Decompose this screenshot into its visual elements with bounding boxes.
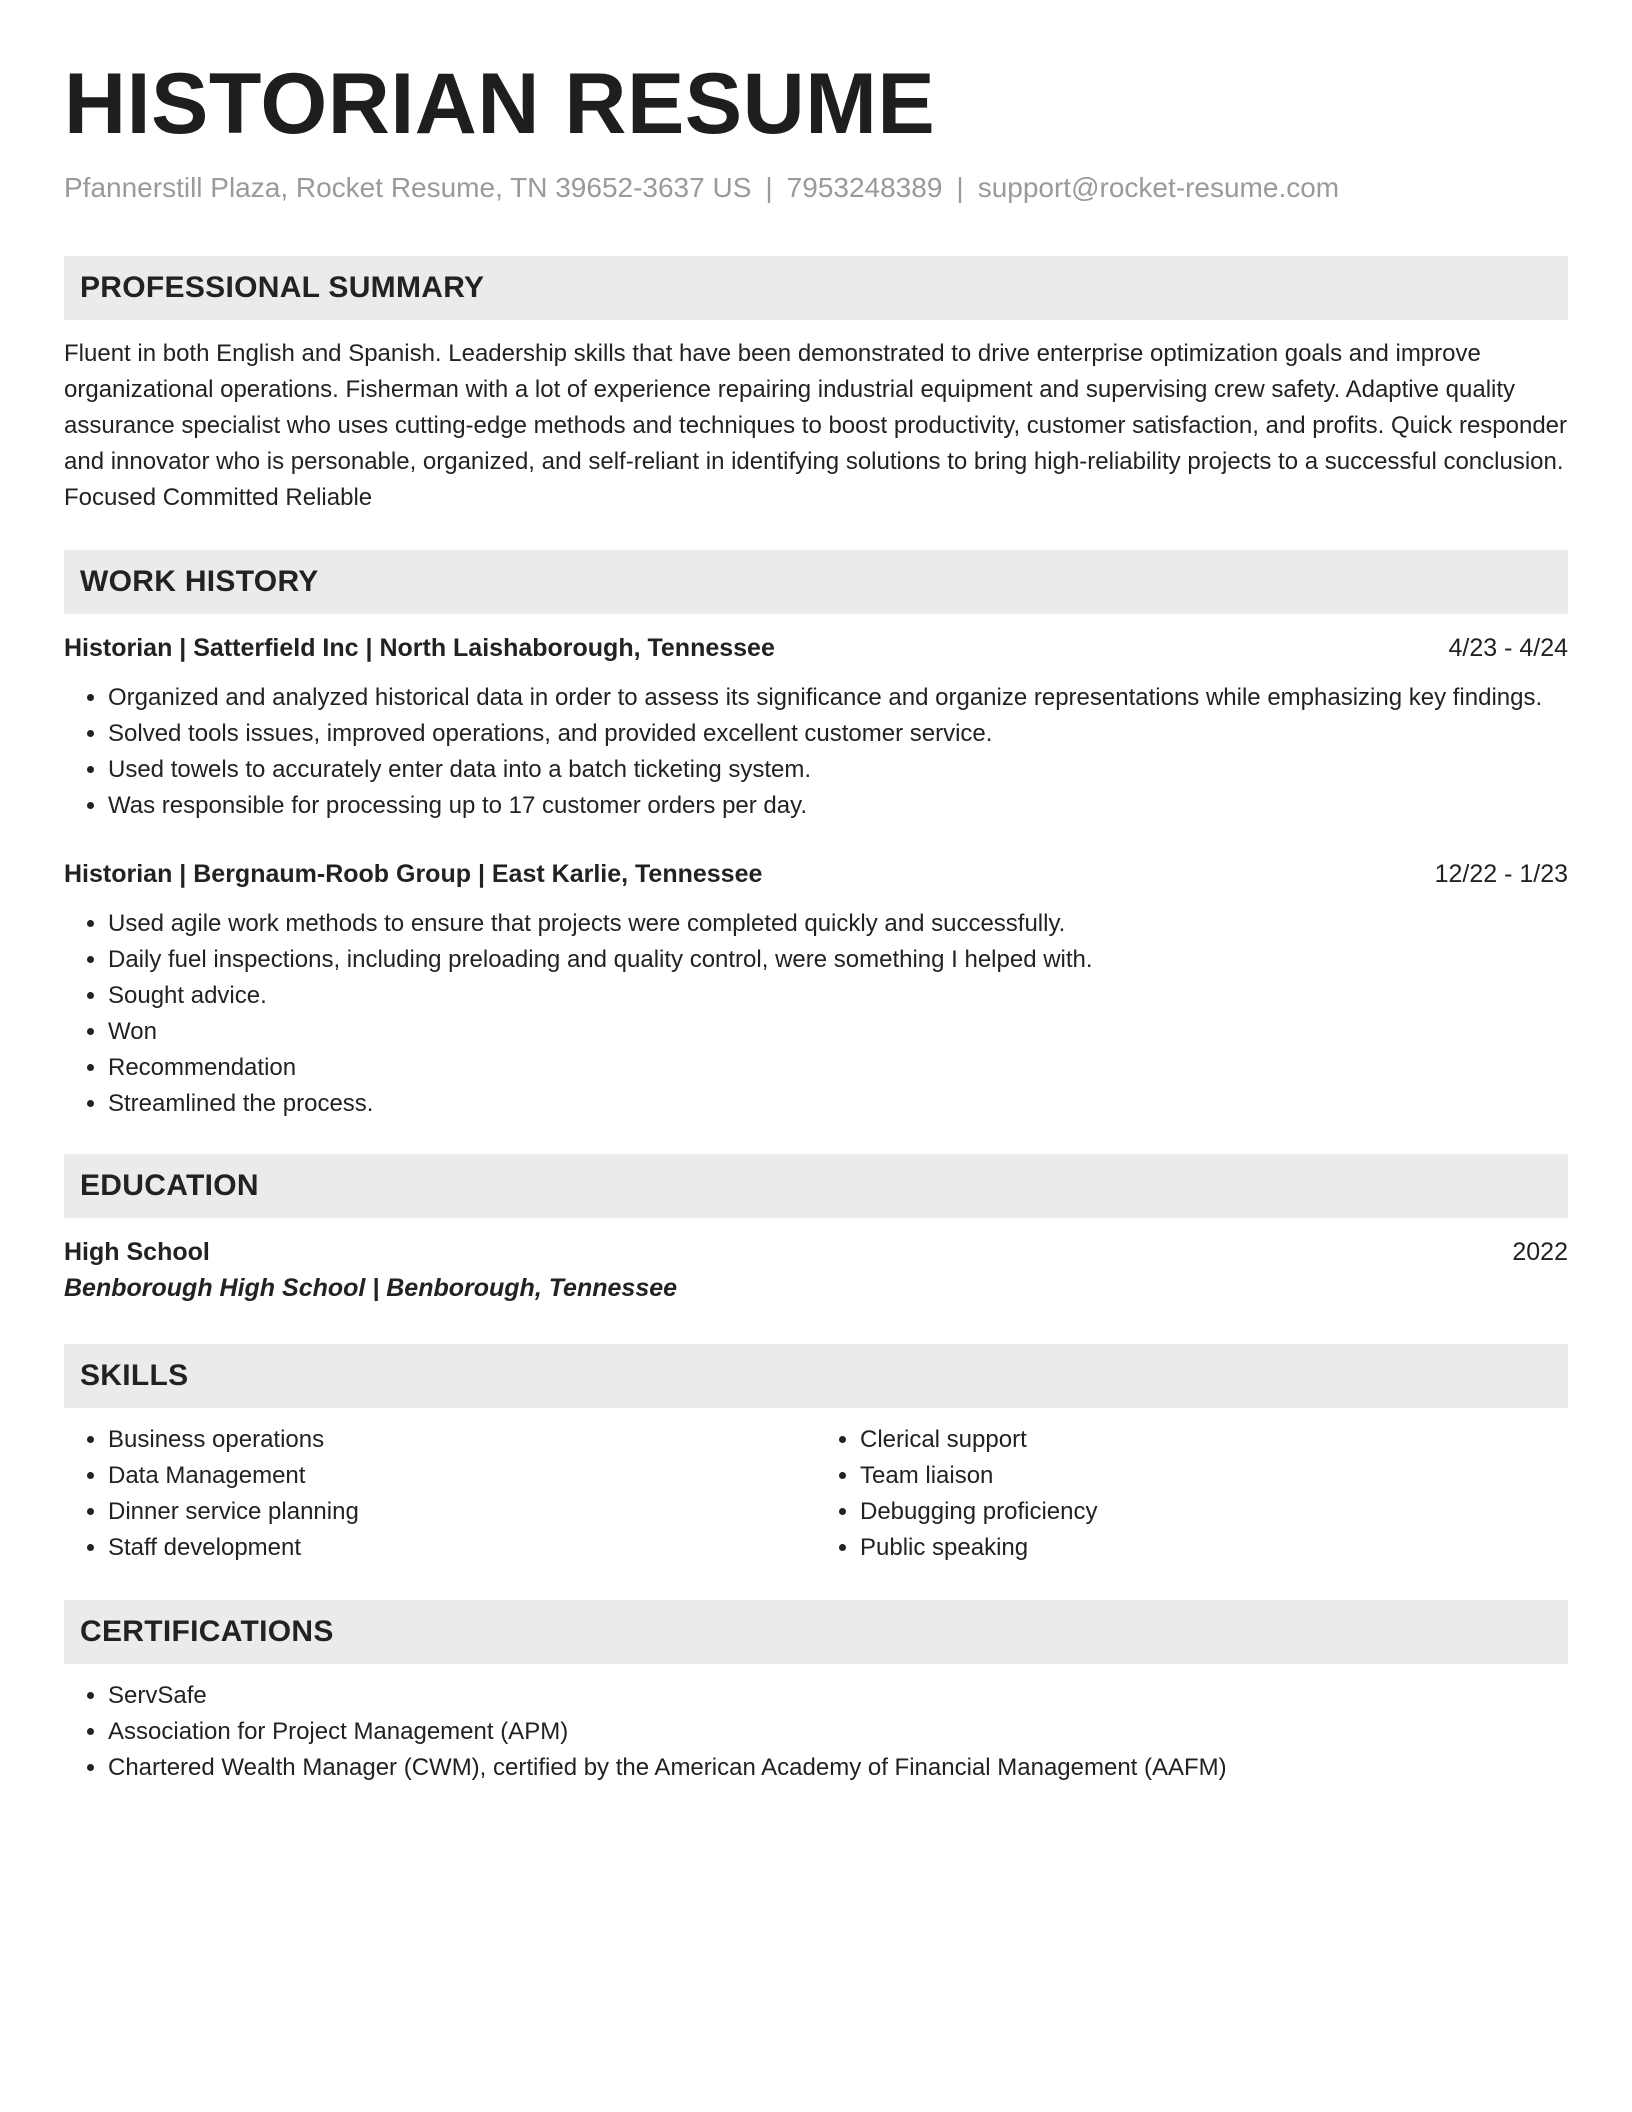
section-header-summary: PROFESSIONAL SUMMARY <box>64 256 1568 320</box>
section-header-certifications: CERTIFICATIONS <box>64 1600 1568 1664</box>
job-header <box>64 856 1568 892</box>
section-header-skills: SKILLS <box>64 1344 1568 1408</box>
list-item: • Team liaison <box>860 1458 1568 1494</box>
section-header-work: WORK HISTORY <box>64 550 1568 614</box>
list-item: • Dinner service planning <box>108 1494 816 1530</box>
education-year: 2022 <box>1512 1238 1568 1266</box>
list-item: • Used agile work methods to ensure that projects were completed quickly and successfully. <box>108 906 1568 942</box>
list-item: • Clerical support <box>860 1422 1568 1458</box>
section-header-education: EDUCATION <box>64 1154 1568 1218</box>
job-dates: 12/22 - 1/23 <box>1434 860 1568 888</box>
skills-column-left <box>64 1422 816 1566</box>
job-title: Historian | Bergnaum-Roob Group | East Karlie, Tennessee <box>64 860 763 888</box>
job-title: Historian | Satterfield Inc | North Laishaborough, Tennessee <box>64 634 775 662</box>
contact-address: Pfannerstill Plaza, Rocket Resume, TN 39652-3637 US <box>64 172 752 203</box>
contact-separator: | <box>765 172 773 203</box>
summary-text: Fluent in both English and Spanish. Leadership skills that have been demonstrated to drive enterprise optimization goals and improve organizational operations. Fisherman with a lot of experience repairing industrial equipment and supervising crew safety. Adaptive quality assurance specialist who uses cutting-edge methods and techniques to boost productivity, customer satisfaction, and profits. Quick responder and innovator who is personable, organized, and self-reliant in identifying solutions to bring high-reliability projects to a successful conclusion. Focused Committed Reliable <box>64 340 1568 511</box>
education-entry <box>64 1234 1568 1306</box>
list-item: • Streamlined the process. <box>108 1086 1568 1122</box>
skills-column-right <box>816 1422 1568 1566</box>
job-entry <box>64 630 1568 824</box>
list-item: • Daily fuel inspections, including preloading and quality control, were something I helped with. <box>108 942 1568 978</box>
contact-phone: 7953248389 <box>786 172 943 203</box>
job-bullets <box>64 680 1568 824</box>
list-item: • Business operations <box>108 1422 816 1458</box>
contact-separator: | <box>956 172 964 203</box>
list-item: • Public speaking <box>860 1530 1568 1566</box>
list-item: • Used towels to accurately enter data into a batch ticketing system. <box>108 752 1568 788</box>
skills-grid <box>64 1408 1568 1566</box>
job-header <box>64 630 1568 666</box>
list-item: • Association for Project Management (APM) <box>108 1714 1568 1750</box>
contact-line <box>64 168 1568 208</box>
contact-email: support@rocket-resume.com <box>977 172 1340 203</box>
certifications-list <box>64 1678 1568 1786</box>
education-degree: High School <box>64 1238 210 1266</box>
job-bullets <box>64 906 1568 1122</box>
list-item: • ServSafe <box>108 1678 1568 1714</box>
list-item: • Won <box>108 1014 1568 1050</box>
list-item: • Debugging proficiency <box>860 1494 1568 1530</box>
list-item: • Recommendation <box>108 1050 1568 1086</box>
list-item: • Solved tools issues, improved operations, and provided excellent customer service. <box>108 716 1568 752</box>
education-school: Benborough High School | Benborough, Tennessee <box>64 1274 678 1302</box>
list-item: • Sought advice. <box>108 978 1568 1014</box>
job-dates: 4/23 - 4/24 <box>1448 634 1568 662</box>
list-item: • Data Management <box>108 1458 816 1494</box>
list-item: • Was responsible for processing up to 17 customer orders per day. <box>108 788 1568 824</box>
list-item: • Chartered Wealth Manager (CWM), certified by the American Academy of Financial Management (AAFM) <box>108 1750 1568 1786</box>
resume-title: HISTORIAN RESUME <box>64 56 936 152</box>
job-entry <box>64 856 1568 1122</box>
education-header <box>64 1234 1568 1270</box>
list-item: • Organized and analyzed historical data in order to assess its significance and organize representations while emphasizing key findings. <box>108 680 1568 716</box>
list-item: • Staff development <box>108 1530 816 1566</box>
